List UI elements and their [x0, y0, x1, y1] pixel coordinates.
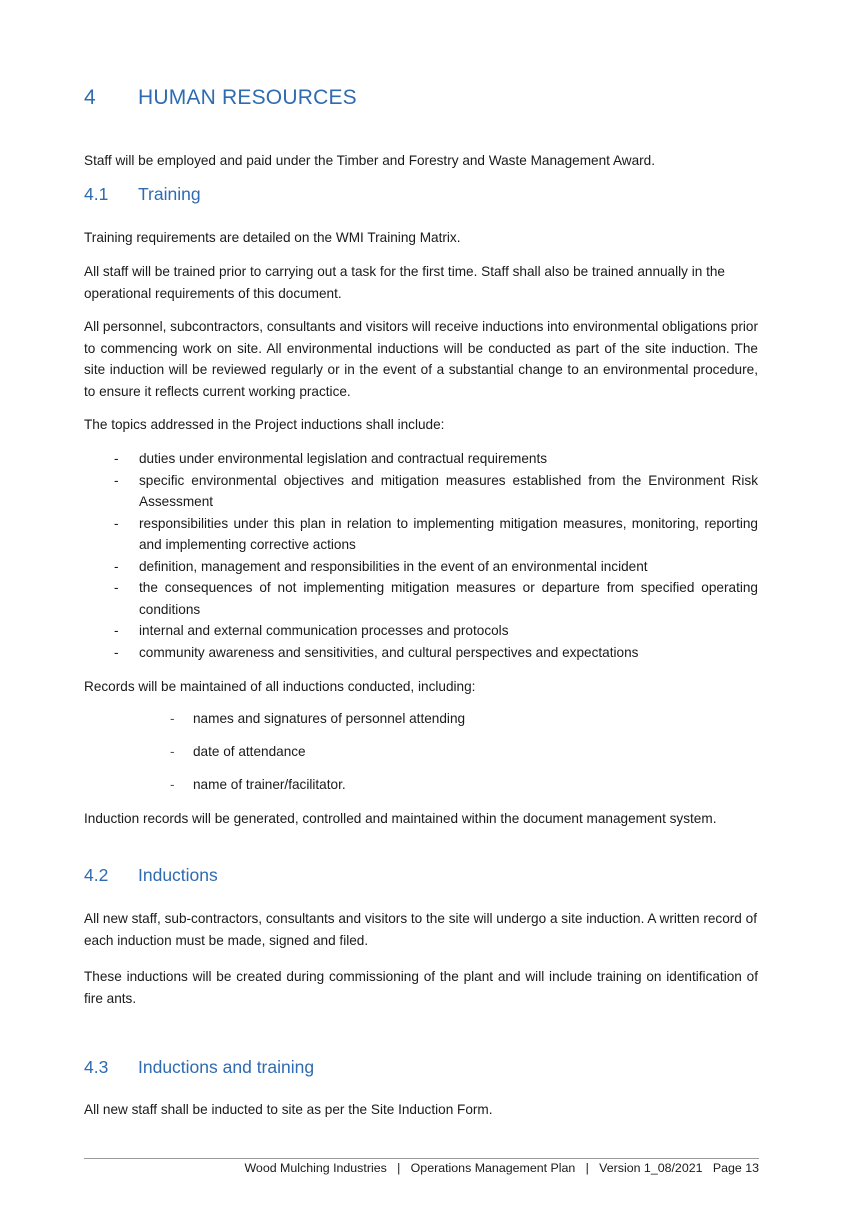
training-paragraph-2: All staff will be trained prior to carrying out a task for the first time. Staff shall also be trained annually in the operational requirements of this document. [84, 264, 725, 301]
list-item: - specific environmental objectives and mitigation measures established from the Environment Risk Assessment [84, 470, 758, 513]
inductions-paragraph-1: All new staff, sub-contractors, consultants and visitors to the site will undergo a site induction. A written record of each induction must be made, signed and filed. [84, 911, 757, 948]
dash-marker: - [114, 623, 119, 638]
dash-marker: - [170, 711, 175, 726]
dash-marker: - [114, 644, 119, 660]
list-item: - internal and external communication processes and protocols [84, 620, 758, 642]
dash-marker: - [114, 580, 119, 595]
list-item: - name of trainer/facilitator. [84, 774, 758, 807]
dash-marker: - [114, 515, 119, 531]
list-item: - community awareness and sensitivities, and cultural perspectives and expectations [84, 642, 758, 664]
dash-marker: - [114, 451, 119, 466]
subsection-title: Inductions and training [138, 1057, 315, 1077]
subsection-number: 4.1 [84, 184, 109, 204]
dash-marker: - [170, 777, 175, 792]
list-item: - date of attendance [84, 741, 758, 774]
section-number: 4 [84, 86, 96, 109]
list-item: - definition, management and responsibilities in the event of an environmental incident [84, 556, 758, 578]
records-outro: Induction records will be generated, controlled and maintained within the document management system. [84, 811, 717, 826]
topics-intro: The topics addressed in the Project inductions shall include: [84, 417, 445, 432]
list-item: - the consequences of not implementing mitigation measures or departure from specified operating conditions [84, 577, 758, 620]
inductions-paragraph-2: These inductions will be created during commissioning of the plant and will include training on identification of fire ants. [84, 969, 758, 1006]
section-title: HUMAN RESOURCES [138, 86, 357, 109]
subsection-title: Inductions [138, 865, 218, 885]
inductions-training-paragraph: All new staff shall be inducted to site as per the Site Induction Form. [84, 1102, 493, 1117]
section-heading [84, 86, 357, 110]
subsection-number: 4.3 [84, 1057, 109, 1077]
subsection-heading-training [84, 184, 201, 205]
subsection-title: Training [138, 184, 201, 204]
list-item: - duties under environmental legislation and contractual requirements [84, 448, 758, 470]
section-intro: Staff will be employed and paid under the Timber and Forestry and Waste Management Award. [84, 153, 656, 168]
dash-marker: - [170, 744, 175, 759]
subsection-heading-inductions [84, 865, 218, 886]
footer-divider [84, 1158, 759, 1159]
dash-marker: - [114, 558, 119, 574]
training-paragraph-3: All personnel, subcontractors, consultants and visitors will receive inductions into environmental obligations prior to commencing work on site. All environmental inductions will be conducted as part of the site induction. The site induction will be reviewed regularly or in the event of a substantial change to an environmental procedure, to ensure it reflects current working practice. [84, 319, 758, 399]
topics-list [84, 448, 758, 663]
page-footer: Wood Mulching Industries | Operations Management Plan | Version 1_08/2021 Page 13 [244, 1161, 759, 1175]
records-list [84, 708, 758, 807]
subsection-heading-inductions-training [84, 1057, 314, 1078]
training-paragraph-1: Training requirements are detailed on the WMI Training Matrix. [84, 230, 461, 245]
list-item: - names and signatures of personnel attending [84, 708, 758, 741]
dash-marker: - [114, 472, 119, 488]
list-item: - responsibilities under this plan in relation to implementing mitigation measures, monitoring, reporting and implementing corrective actions [84, 513, 758, 556]
subsection-number: 4.2 [84, 865, 109, 885]
records-intro: Records will be maintained of all inductions conducted, including: [84, 679, 476, 694]
